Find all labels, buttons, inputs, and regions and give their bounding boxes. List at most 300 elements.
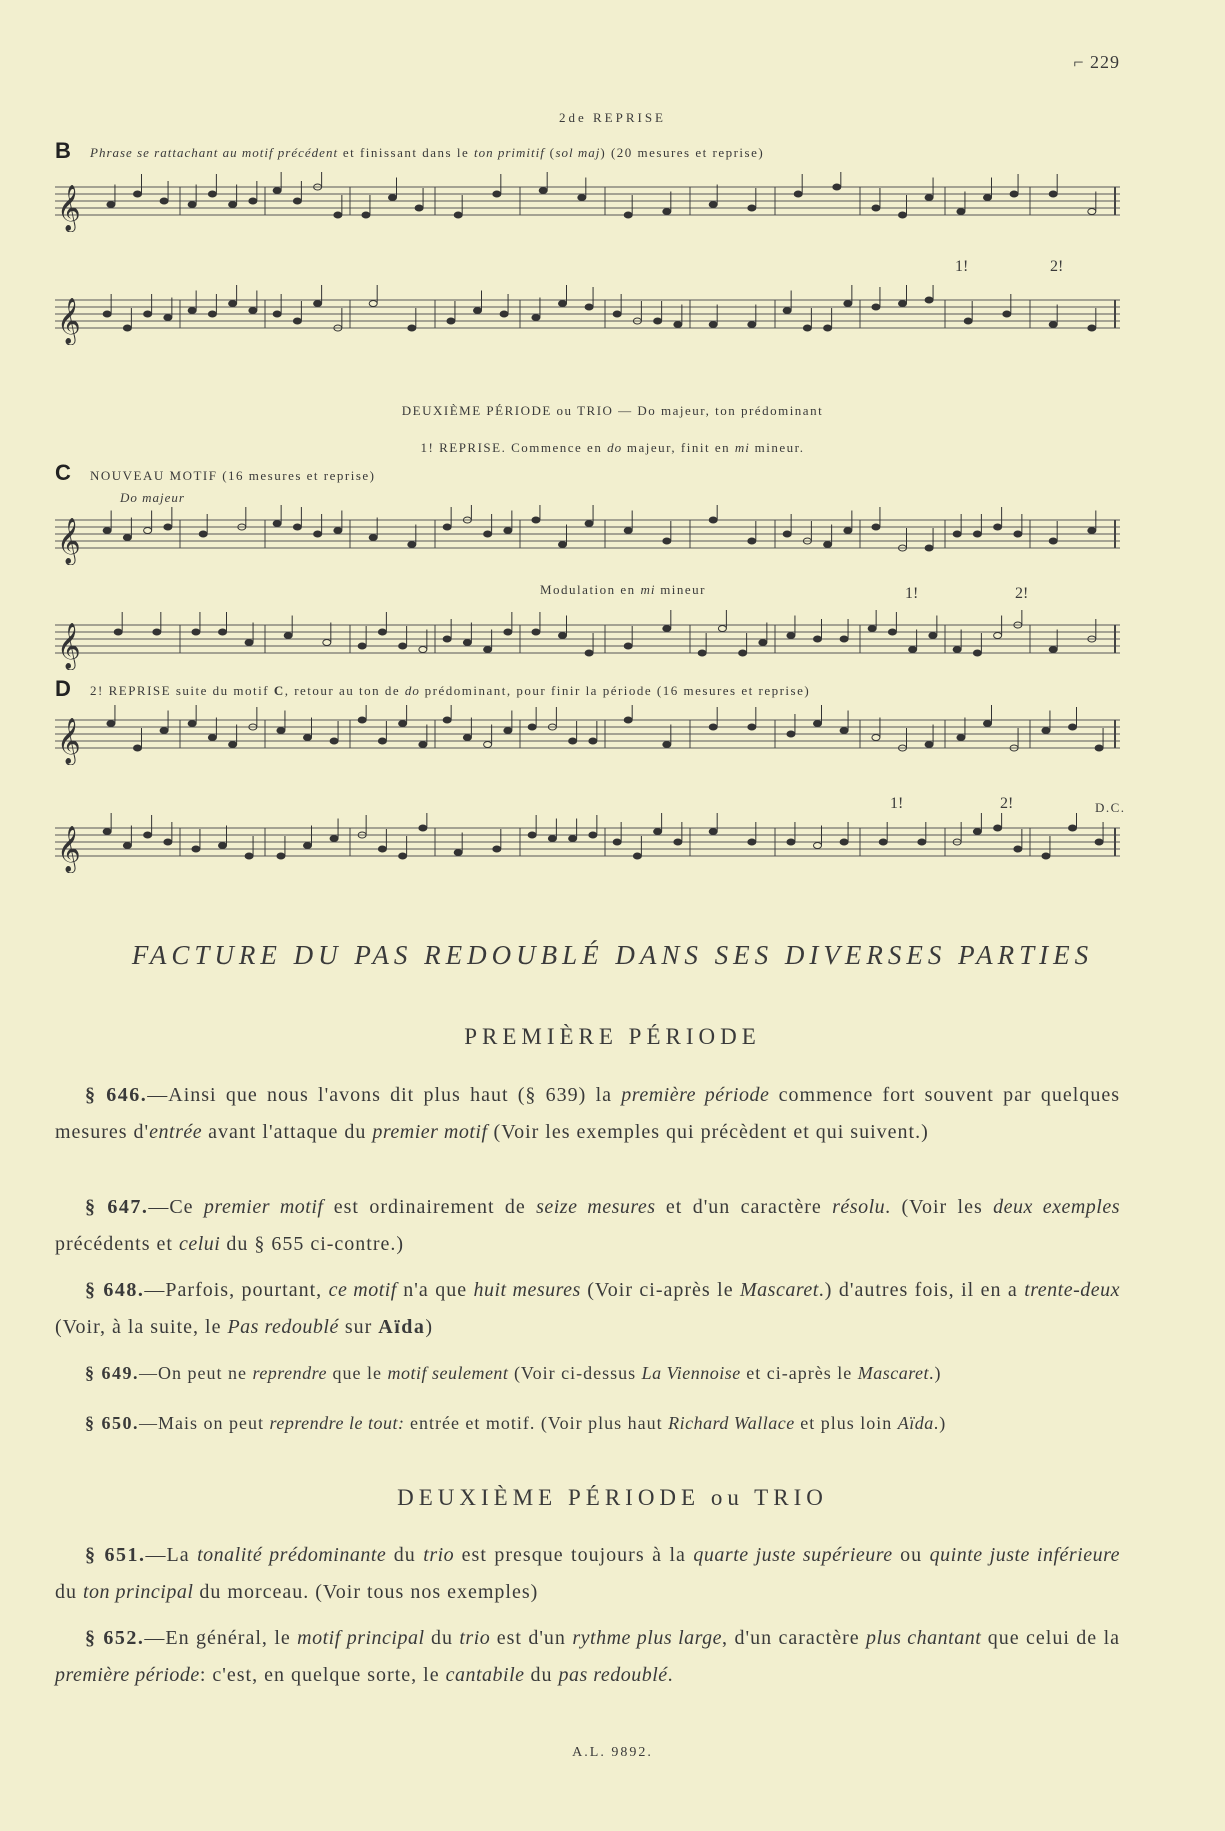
note-head — [925, 742, 933, 748]
music-staff — [55, 172, 1120, 232]
note-head — [929, 633, 937, 639]
para-emph: Richard Wallace — [668, 1413, 795, 1433]
reprise-b-header: 2de REPRISE — [558, 110, 667, 125]
note-head — [783, 308, 791, 314]
para-text: et plus loin — [794, 1413, 898, 1433]
note-head — [123, 535, 131, 541]
note-head — [323, 640, 331, 646]
note-head — [844, 528, 852, 534]
deuxieme-periode-header: DEUXIÈME PÉRIODE ou TRIO — Do majeur, ton prédominant — [401, 403, 824, 418]
note-head — [284, 633, 292, 639]
staff-svg — [55, 610, 1120, 670]
para-text: : c'est, en quelque sorte, le — [199, 1664, 446, 1686]
note-head — [293, 524, 301, 530]
note-head — [787, 839, 795, 845]
note-head — [229, 301, 237, 307]
paragraph-652 — [55, 1620, 1120, 1694]
note-head — [803, 325, 811, 331]
note-head — [709, 829, 717, 835]
para-text: du — [524, 1664, 559, 1686]
note-head — [273, 188, 281, 194]
note-head — [548, 836, 556, 842]
note-head — [1049, 322, 1057, 328]
para-text: du § 655 ci-contre.) — [220, 1233, 405, 1255]
para-emph: ce motif — [328, 1279, 397, 1301]
note-head — [709, 517, 717, 523]
note-head — [249, 198, 257, 204]
note-head — [624, 212, 632, 218]
para-text: (Voir les exemples qui précèdent et qui suivent.) — [487, 1121, 929, 1143]
note-head — [123, 843, 131, 849]
note-head — [585, 304, 593, 310]
note-head — [973, 531, 981, 537]
note-head — [909, 647, 917, 653]
treble-clef-icon: 𝄞 — [57, 298, 81, 344]
para-emph: Aïda — [378, 1316, 426, 1338]
note-head — [624, 528, 632, 534]
paragraph-number: § 652. — [85, 1627, 145, 1649]
note-head — [973, 650, 981, 656]
note-head — [229, 202, 237, 208]
music-staff — [55, 705, 1120, 765]
note-head — [188, 721, 196, 727]
premiere-periode-title: PREMIÈRE PÉRIODE — [464, 1024, 761, 1049]
note-head — [144, 311, 152, 317]
note-head — [153, 629, 161, 635]
para-text: n'a que — [396, 1279, 474, 1301]
note-head — [984, 195, 992, 201]
note-head — [994, 633, 1002, 639]
note-head — [663, 538, 671, 544]
para-emph: motif principal — [297, 1627, 425, 1649]
note-head — [1088, 209, 1096, 215]
caption-d-part: do — [404, 683, 420, 698]
note-head — [814, 843, 822, 849]
note-head — [219, 843, 227, 849]
note-head — [759, 640, 767, 646]
note-head — [663, 209, 671, 215]
note-head — [872, 524, 880, 530]
volta-d-1: 1! — [890, 795, 904, 812]
note-head — [369, 301, 377, 307]
note-head — [844, 301, 852, 307]
note-head — [709, 724, 717, 730]
para-text: du — [386, 1544, 424, 1566]
note-head — [504, 629, 512, 635]
paragraph-649 — [55, 1355, 1120, 1392]
caption-b-part: motif précédent — [241, 145, 339, 160]
para-emph: trente-deux — [1024, 1279, 1121, 1301]
note-head — [868, 626, 876, 632]
note-head — [532, 517, 540, 523]
note-head — [925, 297, 933, 303]
music-staff — [55, 610, 1120, 670]
note-head — [663, 626, 671, 632]
para-text: du morceau. (Voir tous nos exemples) — [193, 1581, 539, 1603]
paragraph-651 — [55, 1537, 1120, 1611]
note-head — [134, 745, 142, 751]
para-emph: reprendre — [252, 1363, 327, 1383]
note-head — [484, 531, 492, 537]
note-head — [277, 853, 285, 859]
note-head — [528, 832, 536, 838]
para-emph: La Viennoise — [641, 1363, 741, 1383]
para-emph: résolu — [832, 1196, 886, 1218]
note-head — [654, 829, 662, 835]
note-head — [378, 629, 386, 635]
note-head — [293, 198, 301, 204]
note-head — [709, 202, 717, 208]
note-head — [277, 728, 285, 734]
reprise-c-part: 1! REPRISE. Commence en — [420, 440, 608, 455]
note-head — [698, 650, 706, 656]
facture-title: FACTURE DU PAS REDOUBLÉ DANS SES DIVERSES PARTIES — [131, 940, 1094, 970]
caption-d-part: , retour au ton de — [284, 683, 405, 698]
note-head — [229, 742, 237, 748]
para-emph: Aïda — [897, 1413, 934, 1433]
para-emph: ton principal — [83, 1581, 194, 1603]
note-head — [1095, 839, 1103, 845]
note-head — [814, 721, 822, 727]
section-d-letter: D — [55, 676, 71, 701]
note-head — [358, 643, 366, 649]
note-head — [840, 728, 848, 734]
note-head — [334, 528, 342, 534]
para-text: . — [667, 1664, 674, 1686]
music-staff — [55, 505, 1120, 565]
para-emph: Pas redoublé — [227, 1316, 339, 1338]
note-head — [674, 322, 682, 328]
paragraph-number: § 649. — [85, 1363, 139, 1383]
note-head — [787, 633, 795, 639]
paragraph-650 — [55, 1405, 1120, 1442]
para-text: . (Voir les — [885, 1196, 994, 1218]
modulation-part: Modulation en — [540, 582, 641, 597]
note-head — [1014, 846, 1022, 852]
para-text: que celui de la — [981, 1627, 1121, 1649]
note-head — [1088, 528, 1096, 534]
paragraph-number: § 646. — [85, 1084, 148, 1106]
para-text: .) — [933, 1413, 947, 1433]
note-head — [389, 195, 397, 201]
note-head — [107, 721, 115, 727]
note-head — [585, 650, 593, 656]
treble-clef-icon: 𝄞 — [57, 518, 81, 564]
note-head — [925, 545, 933, 551]
section-c-letter: C — [55, 460, 71, 485]
note-head — [833, 184, 841, 190]
note-head — [994, 524, 1002, 530]
para-text: est ordinairement de — [323, 1196, 537, 1218]
note-head — [103, 829, 111, 835]
paragraph-number: § 650. — [85, 1413, 139, 1433]
para-text: entrée et motif. (Voir plus haut — [404, 1413, 669, 1433]
section-b-letter: B — [55, 138, 71, 163]
modulation-note — [540, 582, 706, 598]
note-head — [484, 742, 492, 748]
page-number-dash: ⌐ — [1073, 52, 1090, 72]
caption-b-part: sol maj — [555, 145, 601, 160]
reprise-c-part: mi — [734, 440, 750, 455]
para-emph: premier motif — [203, 1196, 324, 1218]
paragraph-646 — [55, 1077, 1120, 1151]
staff-svg — [55, 285, 1120, 345]
note-head — [144, 528, 152, 534]
note-head — [208, 311, 216, 317]
dc-mark: D.C. — [1095, 800, 1126, 815]
note-head — [330, 836, 338, 842]
para-text: —Parfois, pourtant, — [144, 1279, 329, 1301]
note-head — [304, 843, 312, 849]
note-head — [899, 301, 907, 307]
para-emph: première période — [55, 1664, 200, 1686]
note-head — [419, 647, 427, 653]
para-emph: reprendre le tout: — [269, 1413, 405, 1433]
note-head — [245, 640, 253, 646]
para-emph: motif seulement — [387, 1363, 509, 1383]
note-head — [918, 839, 926, 845]
para-emph: premier motif — [372, 1121, 488, 1143]
note-head — [443, 636, 451, 642]
para-text: et ci-après le — [740, 1363, 858, 1383]
note-head — [134, 191, 142, 197]
note-head — [1049, 191, 1057, 197]
paragraph-number: § 648. — [85, 1279, 145, 1301]
para-emph: entrée — [149, 1121, 203, 1143]
note-head — [334, 212, 342, 218]
note-head — [872, 304, 880, 310]
note-head — [748, 322, 756, 328]
note-head — [199, 531, 207, 537]
note-head — [443, 717, 451, 723]
note-head — [369, 535, 377, 541]
note-head — [973, 829, 981, 835]
volta-b-1: 1! — [955, 258, 969, 275]
note-head — [953, 647, 961, 653]
note-head — [160, 198, 168, 204]
note-head — [709, 322, 717, 328]
note-head — [654, 318, 662, 324]
note-head — [1014, 531, 1022, 537]
note-head — [674, 839, 682, 845]
para-emph: plus chantant — [866, 1627, 982, 1649]
note-head — [314, 301, 322, 307]
caption-d-part: 2! REPRISE suite du motif — [90, 683, 274, 698]
para-emph: celui — [178, 1233, 221, 1255]
note-head — [293, 318, 301, 324]
note-head — [1049, 538, 1057, 544]
note-head — [249, 308, 257, 314]
para-text: —Ainsi que nous l'avons dit plus haut (§ 639) la — [147, 1084, 622, 1106]
para-emph: seize mesures — [536, 1196, 656, 1218]
para-text: et d'un caractère — [655, 1196, 833, 1218]
note-head — [330, 738, 338, 744]
note-head — [358, 717, 366, 723]
para-text: .) — [929, 1363, 942, 1383]
volta-c-2: 2! — [1015, 585, 1029, 602]
note-head — [107, 202, 115, 208]
para-emph: deux exemples — [993, 1196, 1120, 1218]
note-head — [984, 721, 992, 727]
caption-b-part: ton primitif — [473, 145, 545, 160]
note-head — [463, 640, 471, 646]
note-head — [879, 839, 887, 845]
plate-number: A.L. 9892. — [572, 1745, 653, 1760]
note-head — [559, 301, 567, 307]
caption-b-part: ) (20 mesures et reprise) — [600, 145, 765, 160]
note-head — [188, 308, 196, 314]
note-head — [408, 325, 416, 331]
reprise-c-part: majeur, finit en — [622, 440, 735, 455]
modulation-part: mineur — [655, 582, 707, 597]
note-head — [957, 735, 965, 741]
para-emph: première période — [621, 1084, 770, 1106]
para-emph: cantabile — [445, 1664, 525, 1686]
note-head — [378, 846, 386, 852]
note-head — [888, 629, 896, 635]
note-head — [164, 839, 172, 845]
para-text: —On peut ne — [139, 1363, 253, 1383]
page-number: ⌐ 229 — [1073, 52, 1120, 72]
para-text: commence fort souvent par quelques mesures d' — [55, 1084, 1121, 1143]
note-head — [443, 524, 451, 530]
para-text: ou — [892, 1544, 930, 1566]
note-head — [484, 647, 492, 653]
note-head — [160, 728, 168, 734]
note-head — [399, 721, 407, 727]
note-head — [953, 531, 961, 537]
caption-b-part: et finissant dans le — [338, 145, 474, 160]
note-head — [794, 191, 802, 197]
caption-b-part: Phrase se rattachant au — [90, 145, 242, 160]
para-text: ) — [425, 1316, 434, 1338]
note-head — [1010, 191, 1018, 197]
note-head — [454, 212, 462, 218]
note-head — [419, 825, 427, 831]
note-head — [447, 318, 455, 324]
note-head — [532, 629, 540, 635]
note-head — [559, 542, 567, 548]
caption-b-part: ( — [544, 145, 556, 160]
para-text: (Voir ci-dessus — [508, 1363, 642, 1383]
note-head — [613, 311, 621, 317]
para-emph: trio — [459, 1627, 491, 1649]
note-head — [314, 531, 322, 537]
paragraph-number: § 651. — [85, 1544, 146, 1566]
volta-c-1: 1! — [905, 585, 919, 602]
note-head — [415, 205, 423, 211]
para-text: .) d'autres fois, il en a — [818, 1279, 1025, 1301]
note-head — [474, 308, 482, 314]
para-text: —Mais on peut — [139, 1413, 270, 1433]
para-text: avant l'attaque du — [202, 1121, 373, 1143]
modulation-part: mi — [640, 582, 656, 597]
note-head — [1069, 825, 1077, 831]
note-head — [123, 325, 131, 331]
note-head — [504, 728, 512, 734]
para-text: , d'un caractère — [722, 1627, 867, 1649]
reprise-c-header — [0, 440, 1225, 456]
note-head — [569, 836, 577, 842]
note-head — [103, 311, 111, 317]
note-head — [245, 853, 253, 859]
note-head — [192, 846, 200, 852]
para-text: du — [424, 1627, 460, 1649]
note-head — [957, 209, 965, 215]
note-head — [114, 629, 122, 635]
note-head — [1095, 745, 1103, 751]
para-emph: quarte juste supérieure — [693, 1544, 893, 1566]
note-head — [1003, 311, 1011, 317]
note-head — [824, 325, 832, 331]
para-text: (Voir, à la suite, le — [55, 1316, 228, 1338]
para-emph: Mascaret — [857, 1363, 930, 1383]
staff-svg — [55, 505, 1120, 565]
para-text: du — [55, 1581, 83, 1603]
note-head — [208, 191, 216, 197]
note-head — [103, 528, 111, 534]
note-head — [532, 315, 540, 321]
note-head — [559, 633, 567, 639]
note-head — [840, 839, 848, 845]
note-head — [739, 650, 747, 656]
note-head — [500, 311, 508, 317]
note-head — [399, 643, 407, 649]
note-head — [528, 724, 536, 730]
para-emph: rythme plus large — [572, 1627, 723, 1649]
note-head — [718, 626, 726, 632]
note-head — [1049, 647, 1057, 653]
note-head — [273, 521, 281, 527]
para-emph: trio — [423, 1544, 455, 1566]
section-c-key-note: Do majeur — [120, 490, 185, 505]
note-head — [539, 188, 547, 194]
note-head — [493, 191, 501, 197]
note-head — [164, 524, 172, 530]
note-head — [454, 850, 462, 856]
note-head — [624, 717, 632, 723]
para-text: précédents et — [55, 1233, 179, 1255]
note-head — [787, 731, 795, 737]
note-head — [463, 735, 471, 741]
note-head — [164, 315, 172, 321]
note-head — [748, 839, 756, 845]
staff-svg — [55, 705, 1120, 765]
note-head — [192, 629, 200, 635]
note-head — [188, 202, 196, 208]
note-head — [872, 205, 880, 211]
note-head — [872, 735, 880, 741]
note-head — [144, 832, 152, 838]
volta-d-2: 2! — [1000, 795, 1014, 812]
note-head — [814, 636, 822, 642]
note-head — [964, 318, 972, 324]
note-head — [408, 542, 416, 548]
para-text: est d'un — [490, 1627, 573, 1649]
para-emph: pas redoublé — [558, 1664, 668, 1686]
note-head — [748, 205, 756, 211]
para-text: —En général, le — [144, 1627, 298, 1649]
note-head — [589, 738, 597, 744]
note-head — [925, 195, 933, 201]
para-text: —La — [145, 1544, 198, 1566]
staff-svg — [55, 813, 1120, 873]
reprise-c-part: mineur. — [749, 440, 805, 455]
note-head — [273, 311, 281, 317]
note-head — [994, 825, 1002, 831]
section-b-caption — [90, 145, 764, 161]
note-head — [899, 212, 907, 218]
